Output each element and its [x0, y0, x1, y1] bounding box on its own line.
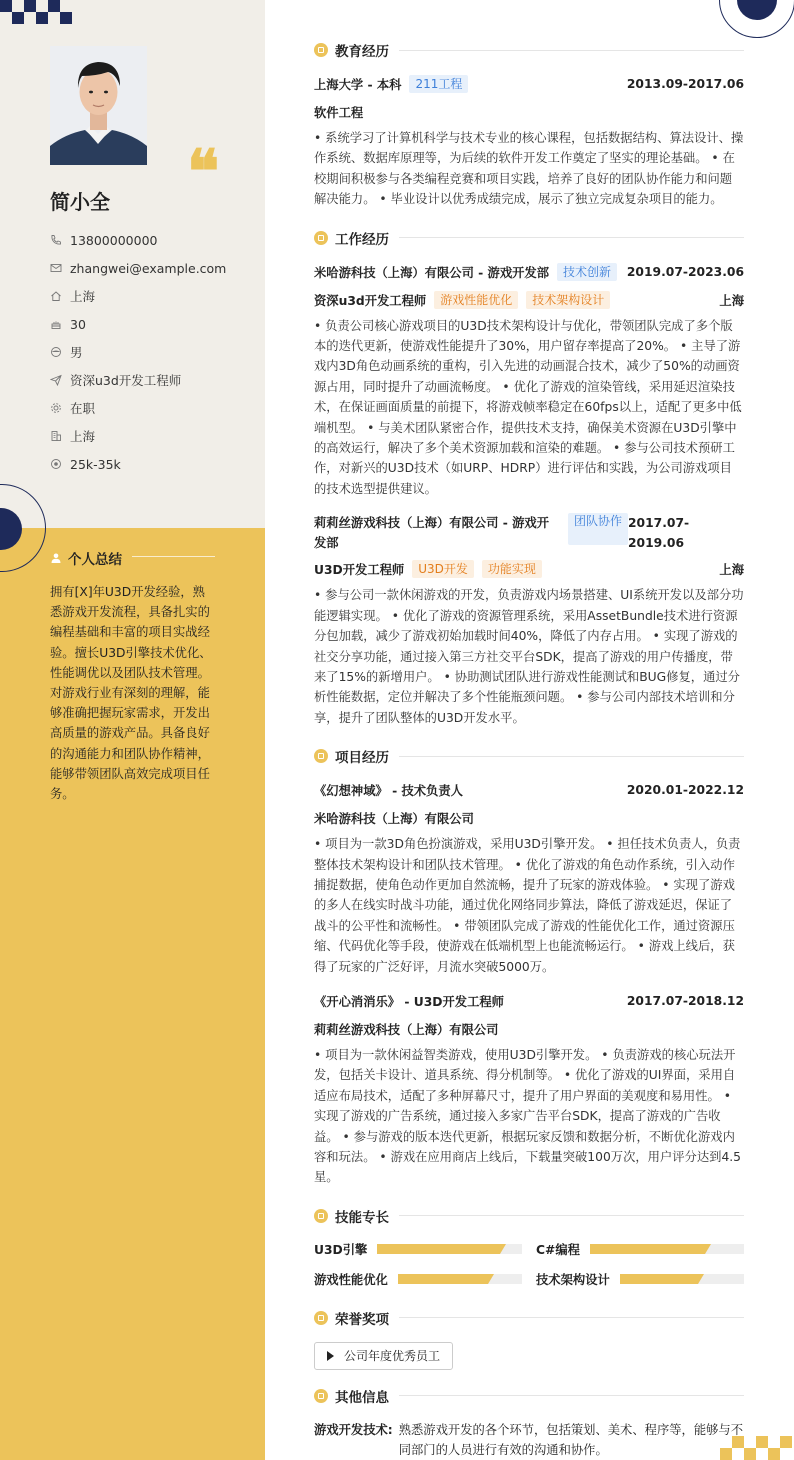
- skill-bar-fill: [620, 1274, 698, 1284]
- profile-photo: [50, 46, 147, 165]
- work-company-tag: 技术创新: [557, 263, 617, 281]
- award-label: 公司年度优秀员工: [344, 1349, 441, 1364]
- info-age: [50, 310, 226, 338]
- work-item: [314, 262, 744, 500]
- work-divider: [399, 237, 744, 238]
- project-desc: • 项目为一款休闲益智类游戏，使用U3D引擎开发。 • 负责游戏的核心玩法开发，包括关卡设计、道具系统、得分机制等。 • 优化了游戏的UI界面，采用自适应布局技术，适配了多种屏幕尺寸，提升了用户界面的美观度和易用性。 • 实现了游戏的广告系统，通过接入多家广告平台SDK，提高了游戏的广告收益。 • 参与游戏的版本迭代更新，根据玩家反馈和数据分析，不断优化游戏内容和玩法。 • 游戏在应用商店上线后，下载量突破100万次，用户评分达到4.5星。: [314, 1047, 742, 1185]
- work-item: [314, 513, 744, 728]
- project-period: 2020.01-2022.12: [626, 783, 744, 798]
- skill-label: U3D引擎: [314, 1242, 368, 1257]
- work-company-row: [314, 513, 744, 553]
- contact-info-list: [50, 226, 226, 478]
- projects-icon: [314, 749, 328, 763]
- skill-item: [314, 1240, 522, 1258]
- education-icon: [314, 43, 328, 57]
- checker-decoration: [0, 0, 76, 24]
- work-role-tag: 技术架构设计: [526, 291, 610, 309]
- info-city-text: 上海: [70, 289, 96, 304]
- phone-icon: [50, 234, 62, 246]
- project-company-row: [314, 1019, 744, 1039]
- info-position-text: 资深u3d开发工程师: [70, 373, 182, 388]
- skill-item: [314, 1270, 522, 1288]
- work-role: U3D开发工程师: [314, 563, 405, 578]
- info-salary-text: 25k-35k: [70, 456, 121, 472]
- info-position: [50, 366, 226, 394]
- education-major-row: [314, 102, 744, 122]
- info-city: [50, 282, 226, 310]
- work-role-tag: 功能实现: [482, 560, 542, 578]
- project-company: 米哈游科技（上海）有限公司: [314, 812, 474, 827]
- skill-bar-fill: [590, 1244, 706, 1254]
- awards-divider: [399, 1317, 744, 1318]
- building-icon: [50, 430, 62, 442]
- work-role-tag: U3D开发: [412, 560, 474, 578]
- summary-text: 拥有[X]年U3D开发经验，熟悉游戏开发流程，具备扎实的编程基础和丰富的项目实战经验。擅长U3D引擎技术优化、性能调优以及团队技术管理。对游戏行业有深刻的理解，能够准确把握玩家需求，开发出高质量的游戏产品。具备良好的沟通能力和团队协作精神，能够带领团队高效完成项目任务。: [50, 585, 212, 802]
- project-desc: • 项目为一款3D角色扮演游戏，采用U3D引擎开发。 • 担任技术负责人，负责整体技术架构设计和团队技术管理。 • 优化了游戏的角色动作系统，引入动作捕捉数据，使角色动作更加自然流畅，提升了玩家的游戏体验。 • 实现了游戏的多人在线实时战斗功能，通过优化网络同步算法，降低了游戏延迟，保证了战斗的公平性和流畅性。 • 带领团队完成了游戏的性能优化工作，通过资源压缩、代码优化等手段，使游戏在低端机型上也能流畅运行。 • 游戏上线后，获得了玩家的广泛好评，月流水突破5000万。: [314, 837, 741, 974]
- skill-item: [536, 1240, 744, 1258]
- skill-bar: [398, 1274, 522, 1284]
- other-value: 熟悉游戏开发的各个环节，包括策划、美术、程序等，能够与不同部门的人员进行有效的沟通和协作。: [398, 1422, 744, 1458]
- education-desc: • 系统学习了计算机科学与技术专业的核心课程，包括数据结构、算法设计、操作系统、数据库原理等，为后续的软件开发工作奠定了坚实的理论基础。 • 在校期间积极参与各类编程竞赛和项目实践，培养了良好的团队协作能力和问题解决能力。 • 毕业设计以优秀成绩完成，展示了独立完成复杂项目的能力。: [314, 131, 744, 207]
- info-expected-city-text: 上海: [70, 429, 96, 444]
- info-gender: [50, 338, 226, 366]
- summary-heading: [50, 548, 122, 568]
- main-content: [314, 38, 744, 1460]
- mail-icon: [50, 262, 62, 274]
- info-age-text: 30: [70, 316, 86, 332]
- education-heading: [314, 38, 744, 62]
- work-icon: [314, 231, 328, 245]
- work-title: 工作经历: [335, 231, 389, 248]
- work-period: 2019.07-2023.06: [626, 264, 744, 279]
- work-company-row: [314, 262, 744, 282]
- project-period: 2017.07-2018.12: [626, 993, 744, 1008]
- other-row: [314, 1420, 744, 1460]
- other-key: 游戏开发技术:: [314, 1422, 393, 1437]
- quote-icon: ❝: [187, 137, 214, 207]
- work-role-tag: 游戏性能优化: [434, 291, 518, 309]
- skills-title: 技能专长: [335, 1209, 389, 1226]
- work-city: 上海: [719, 563, 744, 578]
- other-heading: [314, 1384, 744, 1408]
- cake-icon: [50, 318, 62, 330]
- work-city: 上海: [719, 293, 744, 308]
- summary-heading-text: 个人总结: [68, 552, 122, 568]
- project-name-row: [314, 780, 744, 800]
- education-major: 软件工程: [314, 106, 364, 120]
- education-school: 上海大学 - 本科: [314, 78, 402, 92]
- skill-bar: [620, 1274, 744, 1284]
- info-phone: [50, 226, 226, 254]
- work-period: 2017.07-2019.06: [628, 516, 690, 551]
- info-status: [50, 394, 226, 422]
- skills-grid: [314, 1240, 744, 1288]
- skill-bar: [590, 1244, 744, 1254]
- project-name: 《开心消消乐》 - U3D开发工程师: [314, 994, 504, 1009]
- other-divider: [399, 1395, 744, 1396]
- info-email: [50, 254, 226, 282]
- project-name: 《幻想神域》 - 技术负责人: [314, 784, 463, 799]
- project-item: [314, 780, 744, 977]
- project-company-row: [314, 808, 744, 828]
- skill-label: 技术架构设计: [536, 1272, 610, 1287]
- home-icon: [50, 290, 62, 302]
- info-gender-text: 男: [70, 345, 83, 360]
- work-company: 米哈游科技（上海）有限公司 - 游戏开发部: [314, 265, 550, 280]
- education-period: 2013.09-2017.06: [626, 77, 744, 91]
- skill-bar-fill: [377, 1244, 500, 1254]
- work-role: 资深u3d开发工程师: [314, 293, 427, 308]
- other-icon: [314, 1389, 328, 1403]
- summary-divider: [132, 556, 215, 557]
- projects-heading: [314, 744, 744, 768]
- skills-heading: [314, 1204, 744, 1228]
- work-desc: • 参与公司一款休闲游戏的开发，负责游戏内场景搭建、UI系统开发以及部分功能逻辑实现。 • 优化了游戏的资源管理系统，采用AssetBundle技术进行资源分包加载，减少了游戏初始加载时间40%，降低了内存占用。 • 实现了游戏的社交分享功能，通过接入第三方社交平台SDK，提高了游戏的用户传播度，带来了15%的新增用户。 • 协助测试团队进行游戏性能测试和BUG修复，通过分析性能数据，定位并解决了多个性能瓶颈问题。 • 参与公司内部技术培训和分享，提升了团队整体的U3D开发水平。: [314, 588, 744, 725]
- project-name-row: [314, 991, 744, 1011]
- gender-icon: [50, 346, 62, 358]
- project-company: 莉莉丝游戏科技（上海）有限公司: [314, 1022, 499, 1037]
- info-email-text: zhangwei@example.com: [70, 260, 227, 276]
- work-desc: • 负责公司核心游戏项目的U3D技术架构设计与优化，带领团队完成了多个版本的迭代更新，使游戏性能提升了30%，用户留存率提高了20%。 • 主导了游戏内3D角色动画系统的重构，引入先进的动画混合技术，减少了50%的动画资源占用，同时提升了动画流畅度。 • 优化了游戏的渲染管线，采用延迟渲染技术，在保证画面质量的前提下，将游戏帧率稳定在60fps以上，适配了更多中低端机型。 • 与美术团队紧密合作，提供技术支持，确保美术资源在U3D引擎中的高效运行，解决了多个美术资源加载和渲染的难题。 • 参与公司技术预研工作，对新兴的U3D技术（如URP、HDRP）进行评估和实践，为公司游戏项目的技术选型提供建议。: [314, 318, 742, 496]
- skill-bar: [377, 1244, 522, 1254]
- award-item[interactable]: [314, 1342, 453, 1370]
- awards-title: 荣誉奖项: [335, 1311, 389, 1328]
- play-icon: [327, 1351, 334, 1361]
- work-heading: [314, 226, 744, 250]
- projects-title: 项目经历: [335, 750, 389, 767]
- skill-bar-fill: [398, 1274, 489, 1284]
- gear-icon: [50, 402, 62, 414]
- info-phone-text: 13800000000: [70, 232, 158, 248]
- info-status-text: 在职: [70, 401, 96, 416]
- work-company-tag: 团队协作: [568, 513, 628, 545]
- send-icon: [50, 374, 62, 386]
- skills-divider: [399, 1215, 744, 1216]
- work-role-row: [314, 290, 744, 310]
- info-salary: [50, 450, 226, 478]
- other-title: 其他信息: [335, 1389, 389, 1406]
- education-divider: [399, 50, 744, 51]
- info-expected-city: [50, 422, 226, 450]
- awards-icon: [314, 1311, 328, 1325]
- skill-label: 游戏性能优化: [314, 1272, 388, 1287]
- skill-item: [536, 1270, 744, 1288]
- education-title: 教育经历: [335, 44, 389, 60]
- skill-label: C#编程: [536, 1242, 580, 1257]
- education-tag: 211工程: [409, 75, 468, 93]
- coin-icon: [50, 458, 62, 470]
- projects-divider: [399, 756, 744, 757]
- awards-heading: [314, 1306, 744, 1330]
- candidate-name: 简小全: [50, 190, 110, 214]
- user-icon: [50, 552, 62, 564]
- education-row: [314, 74, 744, 94]
- skills-icon: [314, 1209, 328, 1223]
- work-company: 莉莉丝游戏科技（上海）有限公司 - 游戏开发部: [314, 516, 550, 551]
- project-item: [314, 991, 744, 1188]
- work-role-row: [314, 559, 744, 579]
